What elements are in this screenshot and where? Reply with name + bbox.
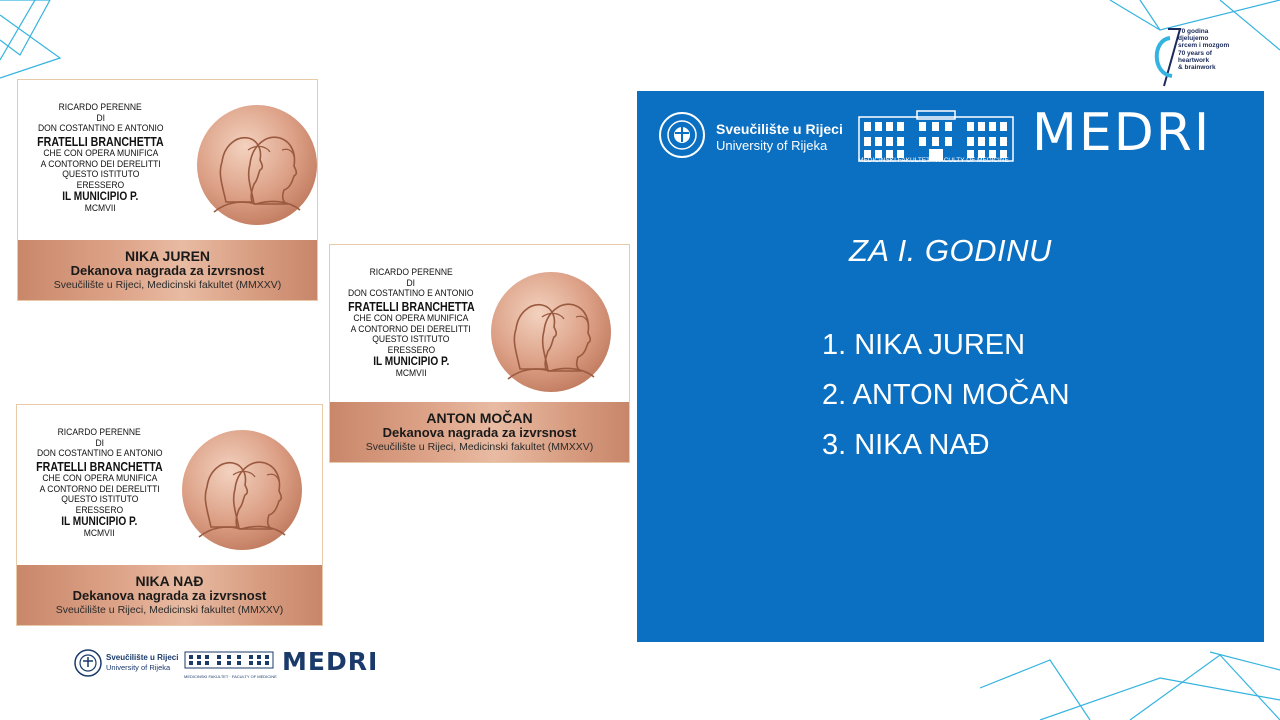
inscription-line: FRATELLI BRANCHETTA [36,459,163,474]
award-faculty: Sveučilište u Rijeci, Medicinski fakultet (MMXXV) [53,278,282,291]
plaque-inscription [17,405,182,563]
anniversary-logo [1150,26,1250,88]
inscription-line: MCMVII [85,203,116,215]
faculty-caption: MEDICINSKI FAKULTET · FACULTY OF MEDICINE [184,674,277,679]
faculty-building-icon [184,649,274,673]
award-title: Dekanova nagrada za izvrsnost [70,262,265,278]
faculty-caption: MEDICINSKI FAKULTET · FACULTY OF MEDICINE [858,157,1009,164]
medallion-portrait-icon [181,429,303,551]
award-title: Dekanova nagrada za izvrsnost [382,424,577,440]
medallion-portrait-icon [196,104,318,226]
inscription-line: QUESTO ISTITUTO [60,494,139,506]
inscription-line: IL MUNICIPIO P. [62,191,139,204]
university-name-hr: Sveučilište u Rijeci [106,653,179,662]
plaque-anton-mocan [329,244,630,463]
award-faculty: Sveučilište u Rijeci, Medicinski fakultet (MMXXV) [55,603,284,616]
award-faculty: Sveučilište u Rijeci, Medicinski fakultet (MMXXV) [365,440,594,453]
inscription-line: RICARDO PERENNE [58,102,143,114]
inscription-line: ERESSERO [75,504,124,516]
inscription-line: RICARDO PERENNE [369,267,453,279]
inscription-line: QUESTO ISTITUTO [61,169,140,181]
recipients-list [822,323,1070,473]
university-name-en: University of Rijeka [106,663,171,672]
inscription-line: ERESSERO [76,179,125,191]
plaque-nika-juren [17,79,318,301]
panel-heading: ZA I. GODINU [849,233,1052,268]
decorative-lines-top-left [0,0,80,80]
inscription-line: QUESTO ISTITUTO [372,334,450,346]
inscription-line: ERESSERO [387,344,435,356]
inscription-line: DI [96,112,105,124]
inscription-line: DON COSTANTINO E ANTONIO [348,288,474,300]
inscription-line: CHE CON OPERA MUNIFICA [42,472,157,484]
anniversary-text: 70 godina djelujemo srcem i mozgom 70 years of heartwork & brainwork [1178,28,1230,72]
inscription-line: A CONTORNO DEI DERELITTI [40,158,161,170]
plaque-award-band [330,402,629,462]
medri-logo: MEDRI [282,647,379,676]
award-recipient-name: NIKA JUREN [124,247,211,264]
inscription-line: A CONTORNO DEI DERELITTI [350,323,472,335]
inscription-line: DI [406,277,416,289]
inscription-line: IL MUNICIPIO P. [372,356,450,369]
awards-panel [637,91,1264,642]
inscription-line: FRATELLI BRANCHETTA [37,134,164,149]
university-name-hr: Sveučilište u Rijeci [716,121,843,137]
medallion-portrait-icon [490,271,612,393]
medri-logo: MEDRI [1032,103,1212,163]
plaque-award-band [17,565,322,625]
plaque-award-band [18,240,317,300]
inscription-line: MCMVII [395,368,427,380]
inscription-line: DI [95,437,104,449]
decorative-lines-bottom-right [980,640,1280,720]
list-item: 1. NIKA JUREN [822,329,1026,361]
plaque-nika-nad [16,404,323,626]
inscription-line: RICARDO PERENNE [57,427,142,439]
inscription-line: FRATELLI BRANCHETTA [347,299,475,314]
inscription-line: DON COSTANTINO E ANTONIO [37,123,164,135]
award-title: Dekanova nagrada za izvrsnost [72,587,267,603]
inscription-line: CHE CON OPERA MUNIFICA [353,312,469,324]
award-recipient-name: NIKA NAĐ [135,572,204,589]
list-item: 3. NIKA NAĐ [822,429,990,461]
inscription-line: A CONTORNO DEI DERELITTI [39,483,160,495]
inscription-line: MCMVII [84,528,115,540]
list-item: 2. ANTON MOČAN [822,379,1070,411]
university-name-en: University of Rijeka [716,138,828,153]
university-seal-icon [658,111,706,159]
plaque-inscription [330,245,492,403]
award-recipient-name: ANTON MOČAN [426,409,533,426]
inscription-line: CHE CON OPERA MUNIFICA [43,147,158,159]
footer-logos [74,647,384,679]
inscription-line: DON COSTANTINO E ANTONIO [36,448,163,460]
inscription-line: IL MUNICIPIO P. [61,516,138,529]
university-seal-icon [74,649,102,677]
plaque-inscription [18,80,183,238]
